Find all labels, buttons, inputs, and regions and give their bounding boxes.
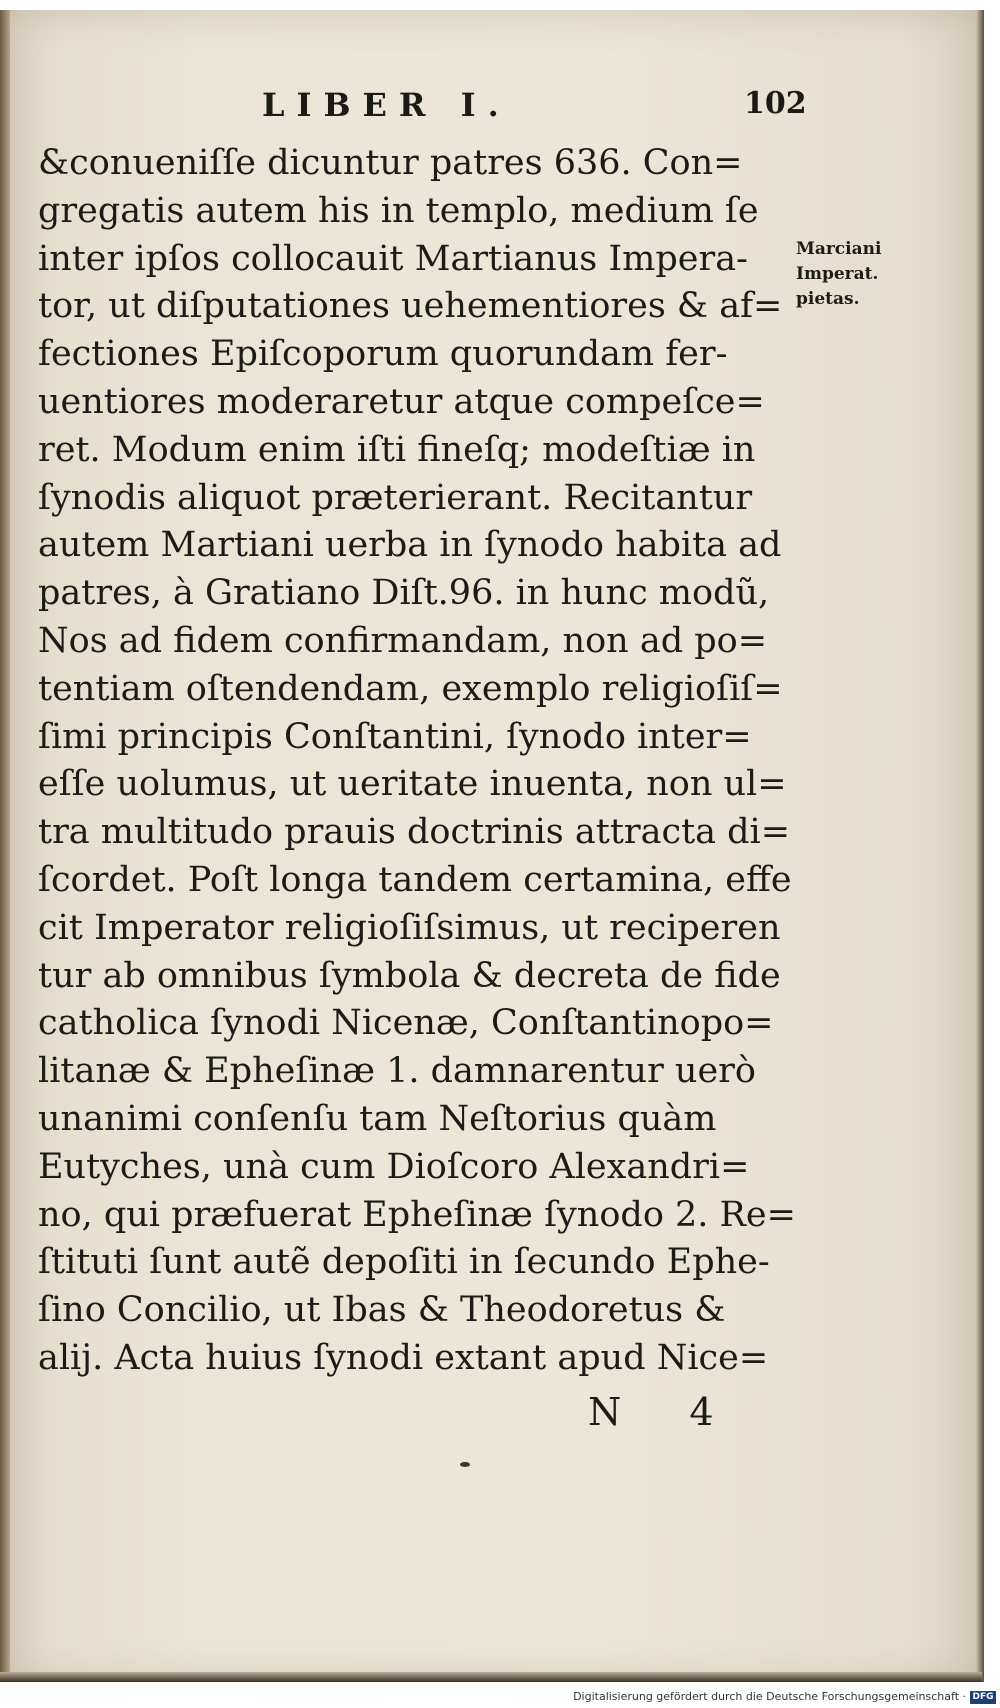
text-line: ſtituti ſunt autẽ depoſiti in ſecundo Ephe- xyxy=(38,1242,770,1283)
footer-bar xyxy=(0,1688,1000,1708)
text-line: unanimi conſenſu tam Neſtorius quàm xyxy=(38,1098,717,1139)
page-edge-left xyxy=(0,10,10,1682)
page-edge-bottom xyxy=(0,1672,982,1682)
running-head-title: LIBER I. xyxy=(262,86,511,124)
text-line: &conueniſſe dicuntur patres 636. Con= xyxy=(38,143,743,183)
text-line: ſino Concilio, ut Ibas & Theodoretus & xyxy=(38,1290,726,1331)
page-number: 102 xyxy=(744,86,807,121)
text-line: alij. Acta huius ſynodi extant apud Nice= xyxy=(38,1337,769,1378)
text-line: cit Imperator religioſiſsimus, ut reciperen xyxy=(38,907,781,948)
text-line: no, qui præfuerat Epheſinæ ſynodo 2. Re= xyxy=(38,1194,796,1235)
text-line: Nos ad fidem confirmandam, non ad po= xyxy=(38,620,768,661)
funding-credit: Digitalisierung gefördert durch die Deutsche Forschungsgemeinschaft · xyxy=(573,1690,966,1703)
text-line: ſimi principis Conſtantini, ſynodo inter= xyxy=(38,716,752,757)
text-line: uentiores moderaretur atque compeſce= xyxy=(38,381,765,422)
text-line: tor, ut diſputationes uehementiores & af= xyxy=(38,286,783,327)
marginal-note-line: pietas. xyxy=(796,289,860,309)
text-line: fectiones Epiſcoporum quorundam fer- xyxy=(38,334,728,375)
text-line: litanæ & Epheſinæ 1. damnarentur uerò xyxy=(38,1051,756,1092)
text-line: patres, à Gratiano Diſt.96. in hunc modũ, xyxy=(38,573,770,614)
marginal-note-line: Marciani xyxy=(796,239,882,259)
running-head xyxy=(40,86,807,126)
text-line: tra multitudo prauis doctrinis attracta di= xyxy=(38,812,791,853)
ink-speck xyxy=(460,1462,470,1467)
text-line: ret. Modum enim iſti fineſq; modeſtiæ in xyxy=(38,429,756,470)
marginal-note xyxy=(796,237,906,312)
text-line: gregatis autem his in templo, medium ſe xyxy=(38,190,759,231)
page-edge-right xyxy=(976,10,984,1682)
text-line: catholica ſynodi Nicenæ, Conſtantinopo= xyxy=(38,1003,774,1044)
dfg-logo-icon: DFG xyxy=(970,1691,996,1704)
text-line: inter ipſos collocauit Martianus Impera- xyxy=(38,238,748,279)
body-text xyxy=(38,140,808,1383)
text-line: tentiam oſtendendam, exemplo religioſiſ= xyxy=(38,668,783,709)
text-line: autem Martiani uerba in ſynodo habita ad xyxy=(38,525,782,566)
text-line: tur ab omnibus ſymbola & decreta de fide xyxy=(38,955,781,996)
signature-mark: N 4 xyxy=(588,1390,742,1434)
marginal-note-line: Imperat. xyxy=(796,264,879,284)
text-line: ſcordet. Poſt longa tandem certamina, effe xyxy=(38,859,792,900)
text-line: ſynodis aliquot præterierant. Recitantur xyxy=(38,477,753,518)
text-line: eſſe uolumus, ut ueritate inuenta, non ul= xyxy=(38,764,787,805)
text-line: Eutyches, unà cum Dioſcoro Alexandri= xyxy=(38,1146,750,1187)
